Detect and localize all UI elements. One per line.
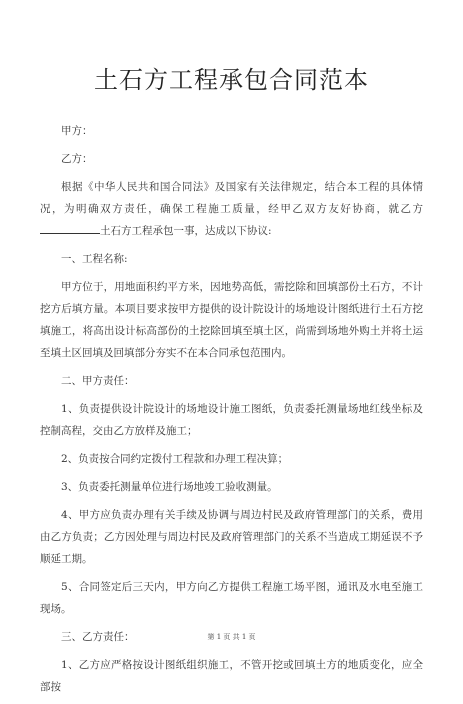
- document-body: [40, 120, 423, 704]
- page-footer: 第 1 页 共 1 页: [207, 633, 256, 641]
- section3-heading: 三、乙方责任：: [61, 631, 135, 643]
- section2-item: 2、负责按合同约定拨付工程款和办理工程决算；: [61, 453, 289, 465]
- intro-text-post: 土石方工程承包一事，达成以下协议:: [100, 225, 272, 237]
- blank-underline: [40, 223, 100, 234]
- section3-item: 1、乙方应严格按设计图纸组织施工，不管开挖或回填土方的地质变化，应全部按: [40, 659, 423, 693]
- intro-text-pre: 根据《中华人民共和国合同法》及国家有关法律规定，结合本工程的具体情况，为明确双方责任，确保工程施工质量，经甲乙双方友好协商，就乙方: [40, 181, 423, 215]
- section2-item: 5、合同签定后三天内，甲方向乙方提供工程施工场平图，通讯及水电至施工现场。: [40, 581, 423, 615]
- section1-heading: 一、工程名称:: [61, 253, 128, 265]
- section1-paragraph: 甲方位于，用地面积约平方米，因地势高低，需挖除和回填部份土石方，不计挖方后填方量。本项目要求按甲方提供的设计院设计的场地设计图纸进行土石方挖填施工，将高出设计标高部份的土挖除回填至填土区，尚需到场地外购土并将土运至填土区回填及回填部分夯实不在本合同承包范围内。: [40, 281, 423, 359]
- section2-item: 3、负责委托测量单位进行场地竣工验收测量。: [61, 481, 278, 493]
- party-a-line: 甲方：: [61, 125, 93, 137]
- intro-paragraph: [40, 176, 423, 242]
- section2-item: 1、负责提供设计院设计的场地设计施工图纸，负责委托测量场地红线坐标及控制高程，交由乙方放样及施工；: [40, 403, 423, 437]
- document-title: 土石方工程承包合同范本: [94, 66, 369, 94]
- section2-item: 4、甲方应负责办理有关手续及协调与周边村民及政府管理部门的关系，费用由乙方负责；乙方因处理与周边村民及政府管理部门的关系不当造成工期延误不予顺延工期。: [40, 509, 423, 565]
- section2-heading: 二、甲方责任：: [61, 375, 135, 387]
- party-b-line: 乙方：: [61, 153, 93, 165]
